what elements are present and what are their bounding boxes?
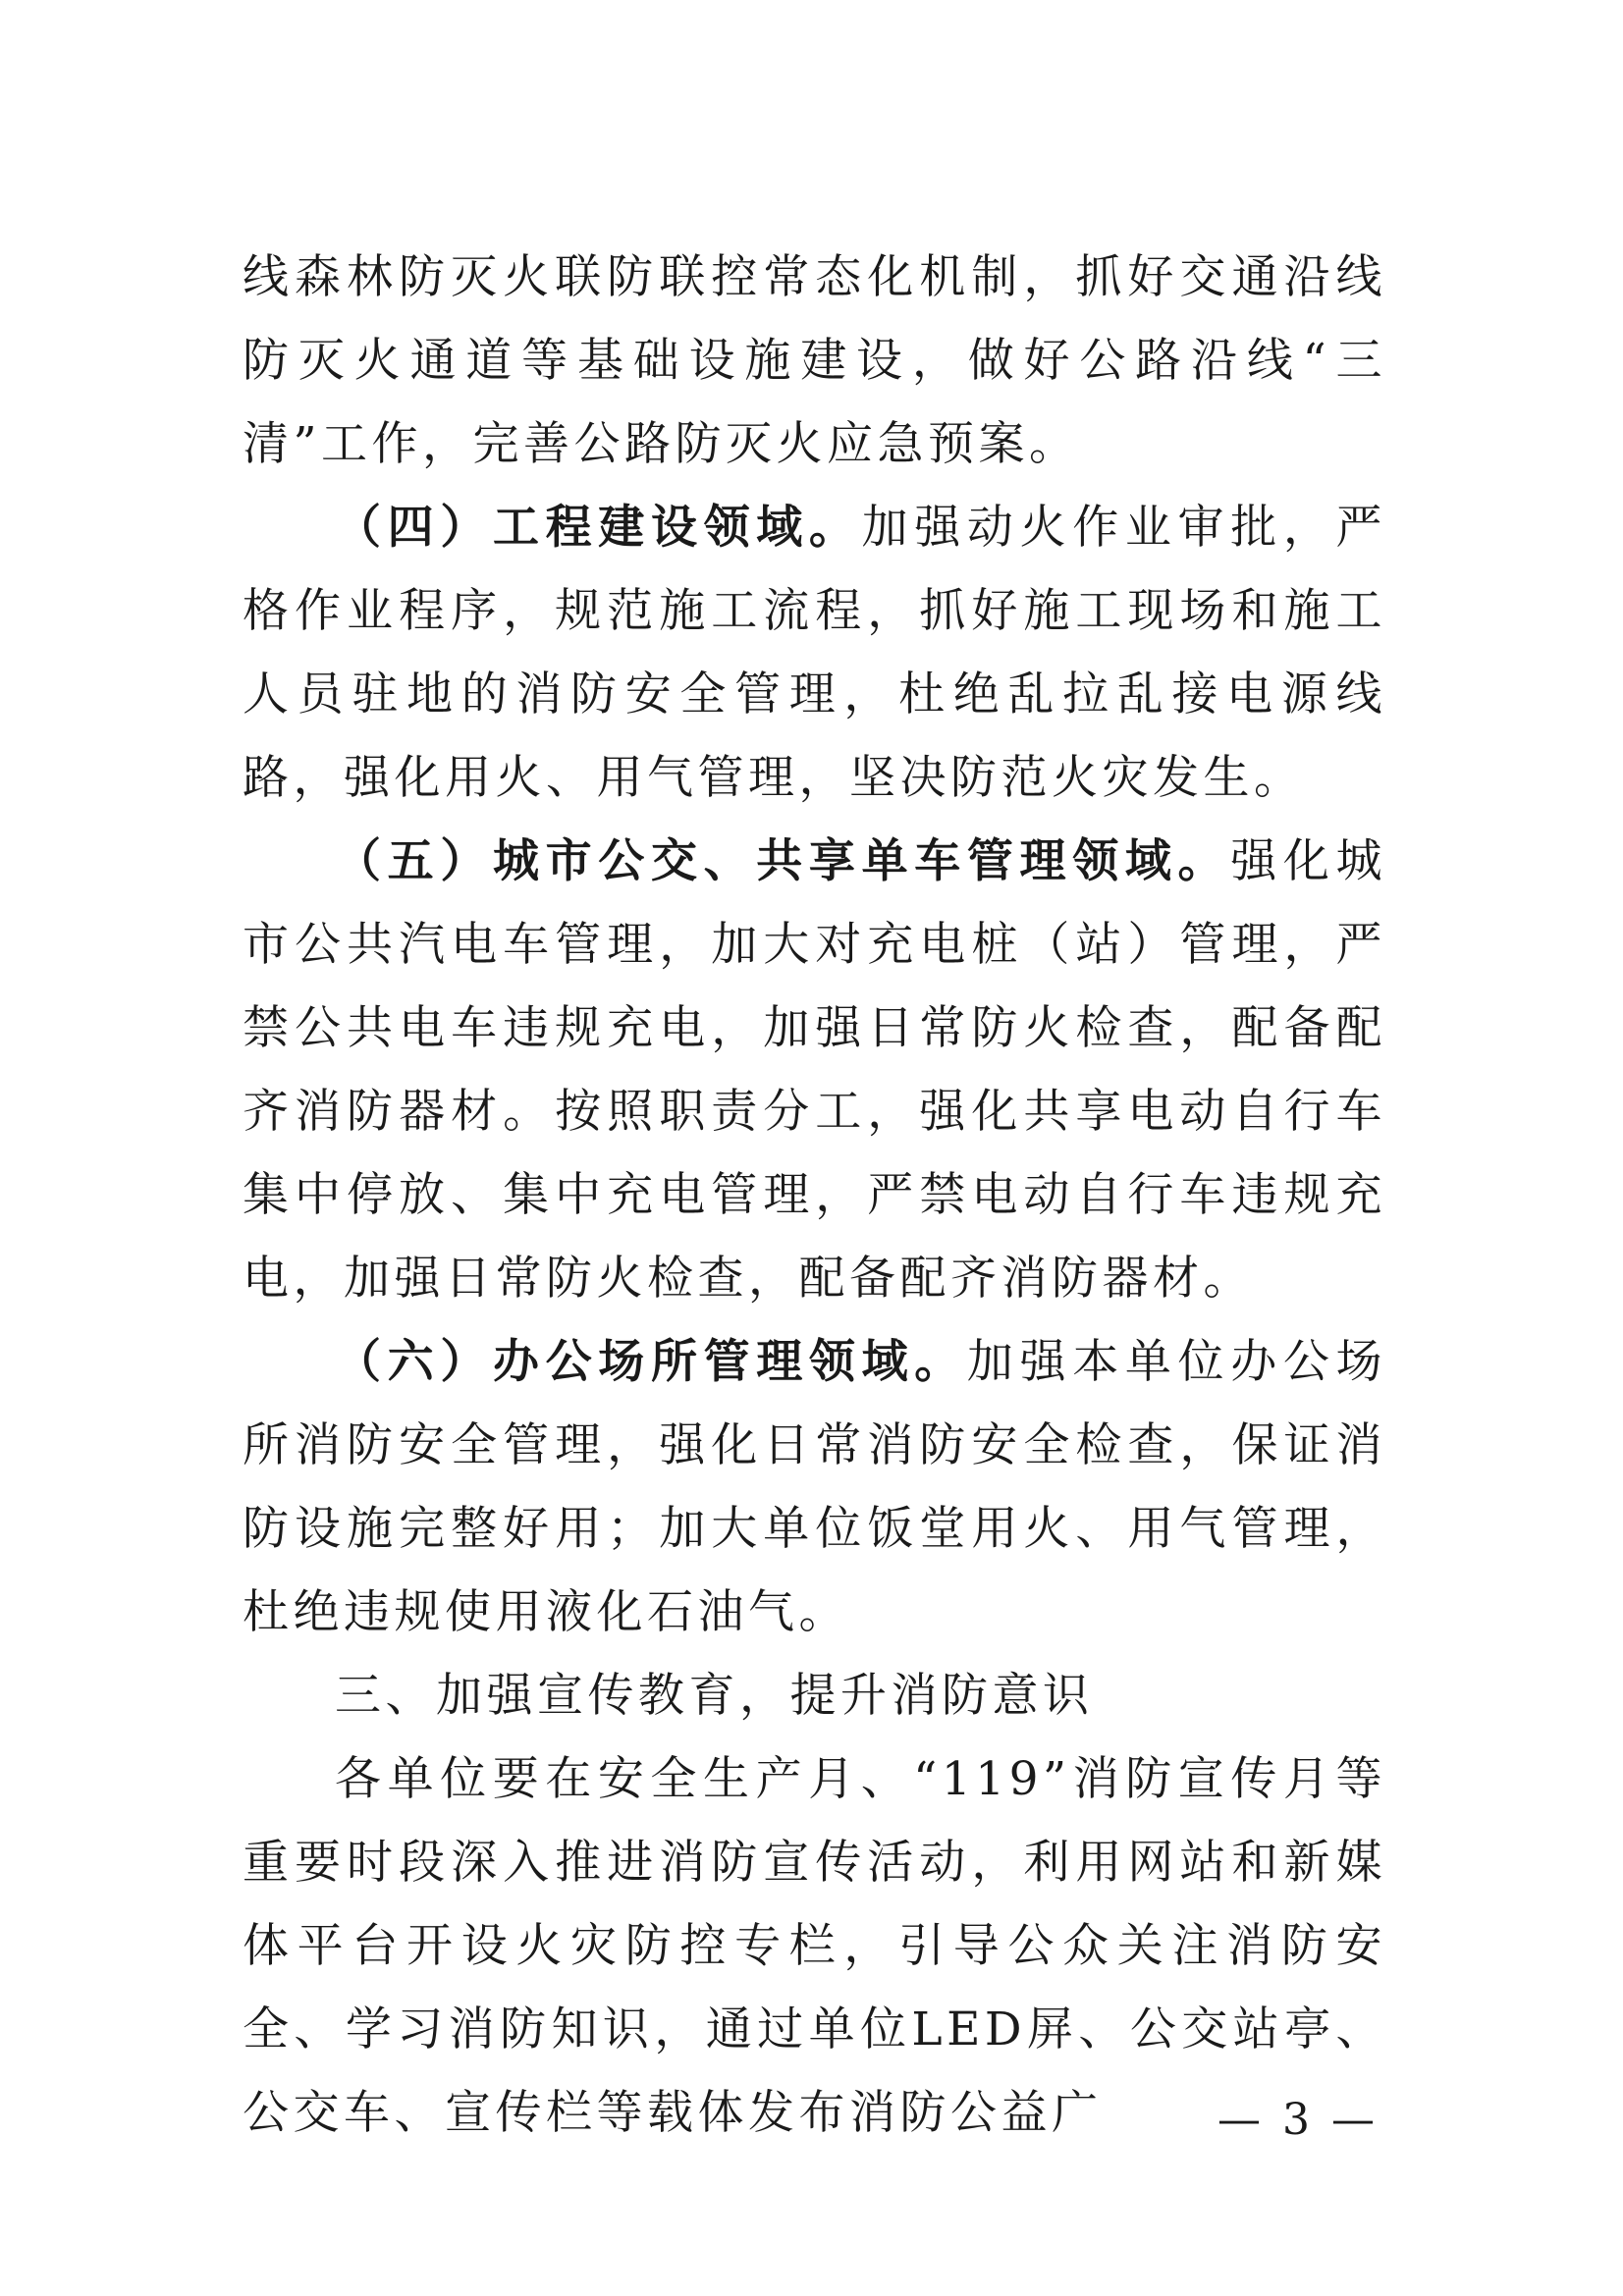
section-lead-public-transit: （五）城市公交、共享单车管理领域。 <box>335 834 1231 888</box>
paragraph-construction <box>243 486 1386 820</box>
paragraph-publicity <box>243 1737 1386 2155</box>
paragraph-text: 强化城市公共汽电车管理，加大对充电桩（站）管理，严禁公共电车违规充电，加强日常防火检查，配备配齐消防器材。按照职责分工，强化共享电动自行车集中停放、集中充电管理，严禁电动自行车违规充电，加强日常防火检查，配备配齐消防器材。 <box>243 834 1387 1306</box>
paragraph-text: 线森林防灭火联防联控常态化机制，抓好交通沿线防灭火通道等基础设施建设，做好公路沿线“三清”工作，完善公路防灭火应急预案。 <box>243 250 1386 471</box>
section-lead-office: （六）办公场所管理领域。 <box>335 1335 967 1389</box>
paragraph-continuation <box>243 236 1386 486</box>
paragraph-office <box>243 1320 1386 1654</box>
paragraph-text: 加强本单位办公场所消防安全管理，强化日常消防安全检查，保证消防设施完整好用；加大单位饭堂用火、用气管理，杜绝违规使用液化石油气。 <box>243 1335 1387 1639</box>
paragraph-public-transit <box>243 820 1386 1320</box>
paragraph-text: 各单位要在安全生产月、“119”消防宣传月等重要时段深入推进消防宣传活动，利用网站和新媒体平台开设火灾防控专栏，引导公众关注消防安全、学习消防知识，通过单位LED屏、公交站亭、公交车、宣传栏等载体发布消防公益广 <box>243 1752 1386 2140</box>
page-number: — 3 — <box>1217 2095 1379 2145</box>
paragraph-text: 加强动火作业审批，严格作业程序，规范施工流程，抓好施工现场和施工人员驻地的消防安全管理，杜绝乱拉乱接电源线路，强化用火、用气管理，坚决防范火灾发生。 <box>243 501 1387 805</box>
document-body <box>243 236 1386 2155</box>
section-heading-3: 三、加强宣传教育，提升消防意识 <box>335 1669 1094 1723</box>
section-lead-construction: （四）工程建设领域。 <box>335 501 862 555</box>
